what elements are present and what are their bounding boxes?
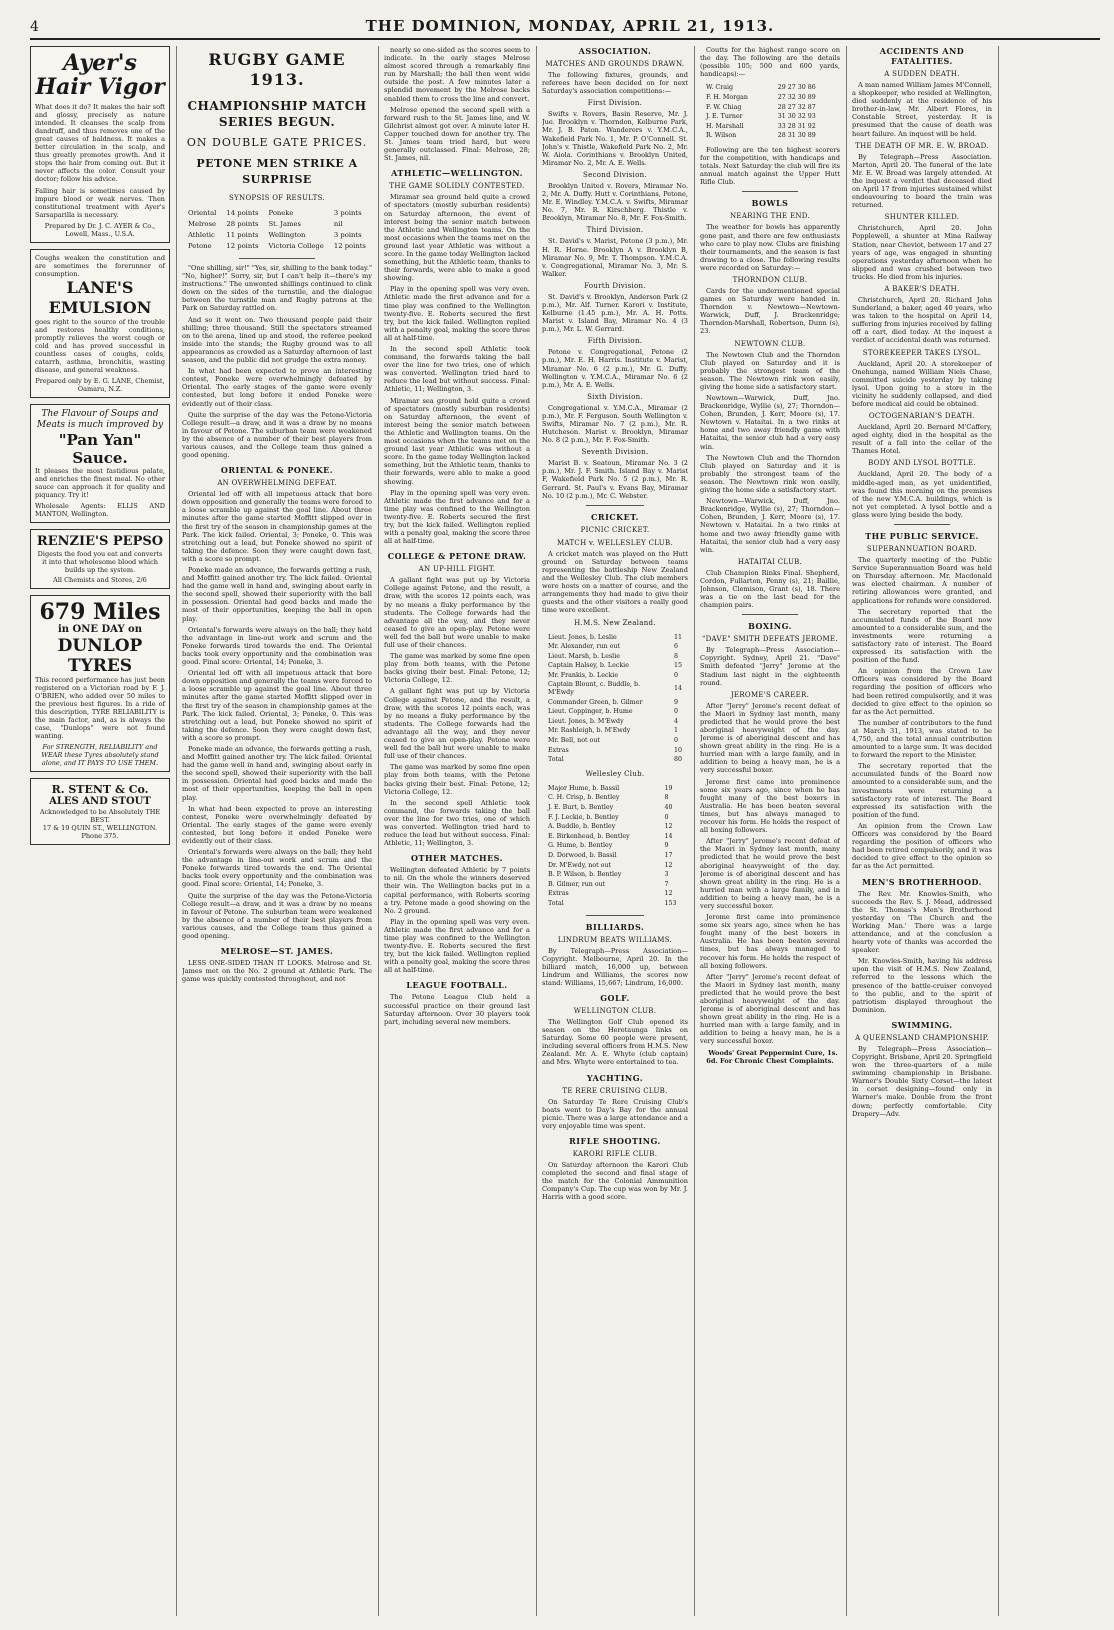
lane-title: LANE'S EMULSION: [48, 278, 152, 317]
ayer-body: What does it do? It makes the hair soft and glossy, precisely as nature intended. It cleanses the scalp from dandruff, and thus removes one of the great causes of baldness. It makes a better circulation in the scalp, and thus greatly promotes growth. And it stops the hair from coming out. But it never affects the color. Consult your doctor; follow his advice.: [35, 103, 165, 183]
column-association: [542, 46, 688, 1616]
section-heading: MELROSE—ST. JAMES.: [220, 946, 334, 957]
article-paragraph: Cards for the undermentioned special games on Saturday were handed in. Thorndon v. Newtown—Newtown-Warwick, Duff, J. Brackenridge; Thorndon-Marshall, Robertson, Dunn (s), 23.: [700, 286, 840, 336]
article-paragraph: The weather for bowls has apparently gone past, and there are few enthusiasts who care to play now. Clubs are finishing their tournaments, and the season is fast drawing to a close. The following results were recorded on Saturday:—: [700, 223, 840, 272]
section-heading: THE PUBLIC SERVICE.: [865, 531, 979, 542]
table-row: C. H. Crisp, b. Bentley 8: [548, 794, 669, 802]
table-row: B. Gilmer, run out 7: [548, 880, 669, 888]
scorecard-table: [542, 632, 688, 766]
table-row: Extras 12: [548, 890, 673, 898]
article-paragraph: Poneke made an advance, the forwards getting a rush, and Moffitt gained another try. The kick failed. Oriental had the game well in hand and, swinging about early in the second spell, showed their superiority with the ball in possession. Oriental had good backs and made the most of their opportunities, keeping the ball in open play.: [182, 566, 372, 623]
stent-tag: Acknowledged to be Absolutely THE BEST.: [39, 808, 161, 824]
section-subheading: SUPERANNUATION BOARD.: [866, 545, 978, 554]
section-heading: ACCIDENTS AND FATALITIES.: [879, 46, 965, 66]
table-row: Mr. Bell, not out 0: [548, 737, 678, 745]
section-heading: MEN'S BROTHERHOOD.: [862, 876, 982, 887]
column-rule: [176, 46, 177, 1616]
dunlop-body: This record performance has just been registered on a Victorian road by F. J. O'BRIEN, who added over 50 miles to the previous best figures. In a ride of this description, TYRE RELIABILITY is the main factor, and, as is always the case, "Dunlops" were not found wanting.: [35, 676, 165, 740]
article-paragraph: In the second spell Athletic took command, the forwards taking the ball over the line for two tries, one of which was converted. Wellington tried hard to reduce the lead but without success. Final: Athletic, 11; Wellington, 3.: [384, 345, 530, 394]
article-paragraph: The secretary reported that the accumulated funds of the Board now amounted to a considerable sum, and the investments were returning a satisfactory rate of interest. The Board expressed its satisfaction with the position of the fund.: [852, 607, 992, 665]
section-subheading: "DAVE" SMITH DEFEATS JEROME.: [702, 635, 838, 644]
table-row: Lieut. Coppinger, b. Hume 0: [548, 708, 678, 716]
section-heading: BOXING.: [748, 621, 792, 632]
stent-sub: ALES AND STOUT: [49, 796, 151, 807]
article-paragraph: Following are the ten highest scorers for the competition, with handicaps and totals. Next Saturday the club will fire its annual match against the Upper Hutt Rifle Club.: [700, 145, 840, 187]
article-paragraph: The game was marked by some fine open play from both teams, with the Petone backs giving their best. Final: Petone, 12; Victoria College, 12.: [384, 652, 530, 685]
division-heading: First Division.: [587, 99, 643, 108]
lane-intro: Coughs weaken the constitution and are sometimes the forerunner of consumption.: [35, 254, 165, 278]
ayer-title: Ayer's Hair Vigor: [35, 50, 165, 100]
column-rule: [378, 46, 379, 1616]
table-row: Commander Green, b. Gilmer 9: [548, 698, 678, 706]
table-row: J. E. Turner 31 30 32 93: [706, 113, 816, 121]
section-heading: OTHER MATCHES.: [411, 853, 503, 864]
column-rugby-cont: [384, 46, 530, 1616]
section-heading: BILLIARDS.: [585, 921, 645, 932]
section-subheading: SHUNTER KILLED.: [884, 213, 960, 222]
article-paragraph: After "Jerry" Jerome's recent defeat of the Maori in Sydney last month, many predicted that he would prove the best aboriginal heavyweight of the day. Jerome is of aboriginal descent and has shown great ability in the ring. He is a hurried man with a large family, and in addition to being a heavy man, he is a very successful boxer.: [700, 837, 840, 910]
table-row: R. Wilson 28 31 30 89: [706, 132, 816, 140]
article-paragraph: Melrose opened the second spell with a forward rush to the St. James line, and W. Gilchrist almost got over. A minute later H. Capper touched down for another try. The St. James team tried hard, but were generally outclassed. Final: Melrose, 28; St. James, nil.: [384, 105, 530, 163]
division-heading: Sixth Division.: [587, 392, 643, 401]
column-rule: [846, 46, 847, 1616]
section-subheading: AN OVERWHELMING DEFEAT.: [217, 479, 337, 488]
section-heading: COLLEGE & PETONE DRAW.: [387, 551, 527, 562]
column-rule: [694, 46, 695, 1616]
table-row: Captain Halsey, b. Leckie 15: [548, 662, 682, 670]
section-subheading: KARORI RIFLE CLUB.: [572, 1149, 658, 1158]
article-paragraph: Oriental's forwards were always on the ball; they held the advantage in line-out work and scrum and the Poneke forwards tired towards the end. The Oriental backs took every opportunity and the combination was good. Final score: Oriental, 14; Poneke, 3.: [182, 625, 372, 667]
table-row: A. Buddle, b. Bentley 12: [548, 823, 673, 831]
section-subheading: NEWTOWN CLUB.: [734, 339, 806, 348]
article-paragraph: Auckland, April 20. A storekeeper of Onehunga, named William Niels Chase, committed suicide yesterday by taking lysol. Upon going to a store in the vicinity he suddenly collapsed, and died before medical aid could be obtained.: [852, 359, 992, 408]
section-subheading: TE RERE CRUISING CLUB.: [562, 1086, 668, 1095]
section-heading: YACHTING.: [586, 1072, 644, 1083]
article-paragraph: Petone v. Congregational, Petone (2 p.m.), Mr. E. H. Harris. Institute v. Marist, Miramar No. 6 (2 p.m.), Mr. G. Duffy. Wellington v. Y.M.C.A., Miramar No. 6 (2 p.m.), Mr. A. E. Wells.: [542, 348, 688, 389]
panyan-ad: [30, 404, 170, 523]
section-subheading: STOREKEEPER TAKES LYSOL.: [862, 348, 982, 357]
column-rule: [536, 46, 537, 1616]
article-paragraph: By Telegraph—Press Association—Copyright. Brisbane, April 20. Springfield won the three-quarters of a mile swimming championship in Brisbane. Warner's Double Sixty Corset—the latest in corset designing—found only in Warner's make. Double from the front down; perfectly comfortable. City Drapery—Adv.: [852, 1044, 992, 1118]
article-paragraph: Christchurch, April 20. Richard John Sunderland, a baker, aged 40 years, who was taken to the hospital on April 14, suffering from injuries received by falling off a cart, died today. At the inquest a verdict of accidental death was returned.: [852, 295, 992, 345]
table-row: Captain Blount, c. Buddle, b. M'Ewdy 14: [548, 681, 682, 697]
dunlop-ad: [30, 595, 170, 772]
article-paragraph: An opinion from the Crown Law Officers was considered by the Board regarding the position of officers who had been retired compulsorily, and it was decided to give effect to the opinion so far as the Act permitted.: [852, 821, 992, 871]
column-rugby: [182, 46, 372, 1616]
column-ads-left: [30, 46, 170, 1616]
table-row: Mr. Rashleigh, b. M'Ewdy 1: [548, 727, 678, 735]
article-paragraph: Quite the surprise of the day was the Petone-Victoria College result—a draw, and it was a draw by no means in favour of Petone. The suburban team were weakened by the absence of a number of their best players from various causes, and the College team thus gained a good opening.: [182, 410, 372, 460]
article-paragraph: Mr. Knowles-Smith, having his address upon the visit of H.M.S. New Zealand, referred to the lessons which the presence of the battle-cruiser conveyed to the public, and to the spirit of patriotism displayed throughout the Dominion.: [852, 957, 992, 1014]
article-paragraph: Oriental's forwards were always on the ball; they held the advantage in line-out work and scrum and the Poneke forwards tired towards the end. The Oriental backs took every opportunity and the combination was good. Final score: Oriental, 14; Poneke, 3.: [182, 848, 372, 889]
rifle-scores-table: [700, 82, 840, 142]
article-paragraph: The quarterly meeting of the Public Service Superannuation Board was held on Thursday afternoon. Mr. Macdonald was elected chairman. A number of retiring allowances were granted, and applications for refunds were considered.: [852, 556, 992, 605]
section-subheading: WELLINGTON CLUB.: [573, 1007, 657, 1015]
table-row: Oriental 14 points Poneke 3 points: [188, 209, 362, 217]
article-paragraph: Newtown—Warwick, Duff, Jno. Brackenridge, Wyllie (s), 27; Thorndon—Cohen, Brunden, J. Kerr, Moore (s), 17. Newtown v. Hataitai. In a two rinks at home and two away friendly game with Hataitai, the senior club had a very easy win.: [700, 394, 840, 451]
article-paragraph: After "Jerry" Jerome's recent defeat of the Maori in Sydney last month, many predicted that he would prove the best aboriginal heavyweight of the day. Jerome is of aboriginal descent and has shown great ability in the ring. He is a hurried man with a large family, and in addition to being a heavy man, he is a very successful boxer.: [700, 972, 840, 1046]
article-paragraph: In what had been expected to prove an interesting contest, Poneke were overwhelmingly defeated by Oriental. The early stages of the game were evenly contested, but long before it ended Poneke were evidently out of their class.: [182, 804, 372, 845]
division-heading: Seventh Division.: [581, 448, 649, 457]
article-paragraph: Wellington defeated Athletic by 7 points to nil. On the whole the winners deserved their win. The Wellington backs put in a capital performance, with Roberts scoring a try. Petone made a good showing on the No. 2 ground.: [384, 866, 530, 915]
article-paragraph: "One shilling, sir!" "Yes, sir, shilling to the bank today." "No, higher!" Sorry, sir, but I can't help it—there's my instructions." The unwonted shillings continued to clink down on the sides of the turnstile, and the dialogue between the turnstile man and Rugby patrons at the Park on Saturday rattled on.: [182, 264, 372, 313]
article-paragraph: By Telegraph—Press Association. Marton, April 20. The funeral of the late Mr. E. W. Broad was largely attended. At the inquest a verdict that deceased died on April 17 from injuries sustained whilst endeavouring to board the train was returned.: [852, 152, 992, 210]
table-row: F. W. Chiag 28 27 32 87: [706, 103, 816, 111]
masthead: [30, 10, 1100, 40]
footer-ad-line: Woods' Great Peppermint Cure, 1s. 6d. For Chronic Chest Complaints.: [706, 1048, 838, 1065]
column-ads-right-overflow: [1004, 46, 1104, 1616]
article-paragraph: Club Champion Rinks Final. Shepherd, Cordon, Fullarton, Penny (s), 21; Baillie, Johnson, Clemison, Grant (s), 18. There was a tie on the last bead for the champion pairs.: [700, 568, 840, 610]
table-row: G. Hume, b. Bentley 9: [548, 842, 669, 850]
article-paragraph: In what had been expected to prove an interesting contest, Poneke were overwhelmingly defeated by Oriental. The early stages of the game were evenly contested, but long before it ended Poneke were evidently out of their class.: [182, 367, 372, 408]
article-paragraph: On Saturday Te Rere Cruising Club's boats went to Day's Bay for the annual picnic. There was a large attendance and a very enjoyable time was spent.: [542, 1097, 688, 1130]
table-row: F. J. Leckie, b. Bentley 0: [548, 813, 669, 821]
article-paragraph: Miramar sea ground held quite a crowd of spectators (mostly suburban residents) on Saturday afternoon, the event of interest being the senior match between the Athletic and Wellington teams. On the most occasions when the teams met on the ground last year Athletic was without a score. In the game today Wellington lacked something, but the Athletic team, thanks to their forwards, were able to make a good showing.: [384, 396, 530, 486]
section-subheading: A BAKER'S DEATH.: [884, 284, 960, 293]
table-row: W. Craig 29 27 30 86: [706, 84, 816, 92]
rugby-head-1: CHAMPIONSHIP MATCH SERIES BEGUN.: [187, 99, 367, 129]
section-heading: SWIMMING.: [891, 1019, 953, 1030]
table-row: J. E. Burt, b. Bentley 40: [548, 804, 673, 811]
division-heading: Fourth Division.: [584, 281, 646, 290]
ayer-ad: [30, 46, 170, 243]
article-paragraph: The Petone League Club held a successful practice on their ground last Saturday afternoon. Over 30 players took part, including several new members.: [384, 993, 530, 1026]
ayer-note: Falling hair is sometimes caused by impure blood or weak nerves. Then constitutional treatment with Ayer's Sarsaparilla is necessary.: [35, 187, 165, 219]
article-paragraph: Poneke made an advance, the forwards getting a rush, and Moffitt gained another try. The kick failed. Oriental had the game well in hand and, swinging about early in the second spell, showed their superiority with the ball in possession. Oriental had good backs and made the most of their opportunities, keeping the ball in open play.: [182, 744, 372, 802]
article-paragraph: By Telegraph—Press Association—Copyright. Sydney, April 21. "Dave" Smith defeated "Jerry" Jerome at the Stadium last night in the eighteenth round.: [700, 646, 840, 687]
section-subheading: AN UP-HILL FIGHT.: [418, 565, 496, 574]
section-subheading: MATCH v. WELLESLEY CLUB.: [557, 538, 673, 547]
table-row: Major Hume, b. Bassil 19: [548, 784, 673, 792]
dunlop-title: DUNLOP TYRES: [57, 636, 143, 676]
article-paragraph: Play in the opening spell was very even. Athletic made the first advance and for a time play was confined to the Wellington twenty-five. E. Roberts secured the first try, but the kick failed. Wellington replied with a penalty goal, making the score three all at half-time.: [384, 917, 530, 975]
table-row: Lieut. Marsh, b. Leslie 8: [548, 652, 678, 660]
article-paragraph: Swifts v. Rovers, Basin Reserve, Mr. J. Jue. Brooklyn v. Thorndon, Kelburne Park, Mr. J. B. Paton. Wanderers v. Y.M.C.A., Wakefield Park No. 1, Mr. P. O'Connell. St. John's v. Thistle, Wakefield Park No. 2, Mr. W. Aiola. Corinthians v. Brooklyn United, Miramar No. 2, Mr. A. E. Wells.: [542, 110, 688, 167]
lane-ad: [30, 249, 170, 398]
table-row: E. Birkenhead, b. Bentley 14: [548, 832, 673, 840]
section-subheading: A SUDDEN DEATH.: [884, 70, 960, 78]
section-heading: ASSOCIATION.: [578, 46, 652, 56]
article-paragraph: Miramar sea ground held quite a crowd of spectators (mostly suburban residents) on Saturday afternoon, the event of interest being the senior match between the Athletic and Wellington teams. On the most occasions when the teams met on the ground last year Athletic was without a score. In the game today Wellington lacked something, but the Athletic team, thanks to their forwards, were able to make a good showing.: [384, 193, 530, 283]
panyan-title: "Pan Yan" Sauce.: [58, 431, 142, 467]
section-subheading: NEARING THE END.: [730, 212, 810, 221]
article-paragraph: Auckland, April 20. The body of a middle-aged man, as yet unidentified, was found this morning on the premises of the new Y.M.C.A. buildings, which is not yet completed. A lysol bottle and a glass were lying beside the body.: [852, 470, 992, 519]
section-subheading: PICNIC CRICKET.: [580, 525, 650, 534]
section-subheading: A QUEENSLAND CHAMPIONSHIP.: [855, 1033, 989, 1042]
article-paragraph: Oriental led off with all impetuous attack that bore down opposition and generally the teams were forced to a loose scramble up against the goal line. About three minutes after the game started Moffitt slipped over in the first try of the season in championship games at the Park. The kick failed. Oriental, 3; Poneke, 0. This was stretching out a lead, but Poneke showed no spirit of taking the defence. Soon they were caught down fast, with a score so prompt.: [182, 669, 372, 742]
article-paragraph: After "Jerry" Jerome's recent defeat of the Maori in Sydney last month, many predicted that he would prove the best aboriginal heavyweight of the day. Jerome is of aboriginal descent and has shown great ability in the ring. He is a hurried man with a large family, and in addition to being a heavy man, he is a very successful boxer.: [700, 701, 840, 775]
renzie-foot: All Chemists and Stores, 2/6: [53, 576, 147, 584]
rugby-title: RUGBY GAME 1913.: [208, 50, 346, 89]
section-heading: GOLF.: [600, 993, 630, 1003]
table-row: Total 80: [548, 756, 682, 764]
article-paragraph: An opinion from the Crown Law Officers was considered by the Board regarding the position of officers who had been retired compulsorily, and it was decided to give effect to the opinion so far as the Act permitted.: [852, 667, 992, 716]
article-paragraph: Newtown—Warwick, Duff, Jno. Brackenridge, Wyllie (s), 27; Thorndon—Cohen, Brunden, J. Kerr, Moore (s), 17. Newtown v. Hataitai. In a two rinks at home and two away friendly game with Hataitai, the senior club had a very easy win.: [700, 497, 840, 554]
dunlop-miles: 679 Miles: [39, 599, 161, 625]
section-heading: LEAGUE FOOTBALL.: [406, 980, 508, 991]
article-paragraph: Coutts for the highest range score on the day. The following are the details (possible 105; 500 and 600 yards, handicaps):—: [700, 46, 840, 79]
section-subheading: OCTOGENARIAN'S DEATH.: [868, 412, 976, 421]
article-paragraph: Play in the opening spell was very even. Athletic made the first advance and for a time play was confined to the Wellington twenty-five. E. Roberts secured the first try, but the kick failed. Wellington replied with a penalty goal, making the score three all at half-time.: [384, 488, 530, 546]
section-heading: ORIENTAL & PONEKE.: [220, 465, 334, 476]
article-paragraph: Play in the opening spell was very even. Athletic made the first advance and for a time play was confined to the Wellington twenty-five. E. Roberts secured the first try, but the kick failed. Wellington replied with a penalty goal, making the score three all at half-time.: [384, 285, 530, 342]
article-paragraph: Auckland, April 20. Bernard M'Caffery, aged eighty, died in the hospital as the result of a fall into the cellar of the Thames Hotel.: [852, 423, 992, 456]
section-subheading: HATAITAI CLUB.: [737, 557, 803, 566]
article-paragraph: nearly so one-sided as the scores seem to indicate. In the early stages Melrose almost scored through a remarkably fine run by Marshall; the ball then went wide outside the post. A few minutes later a splendid movement by the Melrose backs enabled them to cross the line and convert.: [384, 46, 530, 103]
article-paragraph: The game was marked by some fine open play from both teams, with the Petone backs giving their best. Final: Petone, 12; Victoria College, 12.: [384, 763, 530, 796]
column-rule: [998, 46, 999, 1616]
scorecard-table: [542, 783, 688, 910]
table-row: Dr. M'Ewdy, not out 12: [548, 861, 673, 869]
table-row: B. P. Wilson, b. Bentley 3: [548, 871, 669, 879]
section-subheading: LINDRUM BEATS WILLIAMS.: [557, 935, 673, 944]
table-row: F. H. Morgan 27 32 30 89: [706, 93, 816, 101]
table-row: D. Dorwood, b. Bassil 17: [548, 851, 673, 859]
table-row: Lieut. Jones, b. Leslie 11: [548, 633, 682, 641]
table-row: Lieut. Jones, b. M'Ewdy 4: [548, 717, 678, 725]
lane-maker: Prepared only by E. G. LANE, Chemist, Oamaru, N.Z.: [35, 377, 165, 393]
article-paragraph: The following fixtures, grounds, and referees have been decided on for next Saturday's association competitions:—: [542, 71, 688, 96]
article-paragraph: In the second spell Athletic took command, the forwards taking the ball over the line for two tries, one of which was converted. Wellington tried hard to reduce the lead but without success. Final: Athletic, 11; Wellington, 3.: [384, 798, 530, 848]
article-paragraph: Brooklyn United v. Rovers, Miramar No. 2, Mr. A. Duffy. Hutt v. Corinthians, Petone, Mr. E. Windley. Y.M.C.A. v. Swifts, Miramar No. 7, Mr. R. Kirschberg. Thistle v. Brooklyn, Miramar No. 8, Mr. F. Fox-Smith.: [542, 181, 688, 223]
article-paragraph: Oriental led off with all impetuous attack that bore down opposition and generally the teams were forced to a loose scramble up against the goal line. About three minutes after the game started Moffitt slipped over in the first try of the season in championship games at the Park. The kick failed. Oriental, 3; Poneke, 0. This was stretching out a lead, but Poneke showed no spirit of taking the defence. Soon they were caught down fast, with a score so prompt.: [182, 490, 372, 563]
table-row: Athletic 11 points Wellington 3 points: [188, 231, 362, 239]
renzie-ad: [30, 529, 170, 589]
panyan-agents: Wholesale Agents: ELLIS AND MANTON, Wellington.: [35, 502, 165, 518]
renzie-body: Digests the food you eat and converts it into that wholesome blood which builds up the system.: [37, 550, 163, 574]
article-paragraph: Christchurch, April 20. John Popplewell, a shunter at Mina Railway Station, near Cheviot, between 17 and 27 years of age, was engaged in shunting operations yesterday afternoon when he slipped and was crushed between two trucks. He died from his injuries.: [852, 224, 992, 281]
table-row: Melrose 28 points St. James nil: [188, 220, 343, 228]
section-heading: CRICKET.: [591, 511, 639, 522]
article-paragraph: The number of contributors to the fund at March 31, 1913, was stated to be 4,750, and the total annual contribution amounted to a large sum. It was decided to forward the report to the Minister.: [852, 718, 992, 760]
column-accidents: [852, 46, 992, 1616]
section-subheading: THE DEATH OF MR. E. W. BROAD.: [855, 141, 989, 150]
scorecard-heading: Wellesley Club.: [585, 769, 645, 778]
article-paragraph: St. David's v. Brooklyn, Anderson Park (2 p.m.), Mr. Alf. Turner. Karori v. Institute, Kelburne (1.45 p.m.), Mr. A. H. Potts. Marist v. Island Bay, Miramar No. 4 (3 p.m.), Mr. L. W. Gerrard.: [542, 292, 688, 334]
article-paragraph: And so it went on. Two thousand people paid their shilling; three thousand. Still the spectators streamed on to the arena, lined up and stood, the referee peeked inside into the stands; the Rugby ground was to all appearances as crowded as a Saturday afternoon of last season, and the public did not grudge the extra money.: [182, 315, 372, 365]
lane-body: goes right to the source of the trouble and restores healthy conditions, promptly relieves the worst cough or cold and has proved successful in countless cases of coughs, colds, catarrh, asthma, bronchitis, wasting disease, and general weakness.: [35, 318, 165, 374]
rugby-head-3: PETONE MEN STRIKE A SURPRISE: [196, 157, 358, 186]
stent-ad: [30, 778, 170, 845]
masthead-title: THE DOMINION, MONDAY, APRIL 21, 1913.: [365, 17, 775, 35]
article-paragraph: Quite the surprise of the day was the Petone-Victoria College result—a draw, and it was a draw by no means in favour of Petone. The suburban team were weakened by the absence of a number of their best players from various causes, and the College team thus gained a good opening.: [182, 891, 372, 941]
page-number: 4: [30, 19, 40, 35]
article-paragraph: Jerome first came into prominence some six years ago, since when he has fought many of the best boxers in Australia. He has been beaten several times, but has always managed to recover his form. He holds the respect of all boxing followers.: [700, 777, 840, 835]
rugby-head-2: ON DOUBLE GATE PRICES.: [186, 136, 368, 149]
scorecard-heading: H.M.S. New Zealand.: [574, 618, 656, 627]
section-subheading: JEROME'S CAREER.: [730, 690, 810, 699]
article-paragraph: St. David's v. Marist, Petone (3 p.m.), Mr. H. R. Horne. Brooklyn A v. Brooklyn B, Miramar No. 9, Mr. T. Thompson. Y.M.C.A. v. Congregational, Miramar No. 3, Mr. S. Walker.: [542, 237, 688, 278]
section-subheading: THE GAME SOLIDLY CONTESTED.: [389, 182, 525, 191]
article-paragraph: The Wellington Golf Club opened its season on the Heretaunga links on Saturday. Some 60 people were present, including several officers from H.M.S. New Zealand. Mr. A. E. Whyte (club captain) and Mrs. Whyte were entertained to tea.: [542, 1018, 688, 1067]
renzie-title: RENZIE'S PEPSO: [36, 534, 164, 549]
results-table: [182, 207, 372, 253]
dunlop-day: in ONE DAY on: [58, 624, 142, 635]
table-row: Total 153: [548, 899, 677, 907]
table-row: Mr. Frankis, b. Leckie 0: [548, 671, 678, 679]
table-row: Extras 10: [548, 746, 682, 754]
section-heading: RIFLE SHOOTING.: [569, 1135, 661, 1146]
table-row: H. Marshall 33 28 31 92: [706, 122, 816, 130]
article-paragraph: A man named William James M'Connell, a shopkeeper, who resided at Wellington, died suddenly at the residence of his brother-in-law, Mr. Albert Flores, in Constable Street, yesterday. It is presumed that the cause of death was heart failure. An inquest will be held.: [852, 81, 992, 138]
ayer-maker: Prepared by Dr. J. C. AYER & Co., Lowell, Mass., U.S.A.: [44, 222, 156, 238]
dunlop-foot: For STRENGTH, RELIABILITY and WEAR these Tyres absolutely stand alone, and IT PAYS TO USE THEM.: [41, 743, 159, 767]
synopsis-head: SYNOPSIS OF RESULTS.: [229, 194, 325, 202]
panyan-head: The Flavour of Soups and Meats is much improved by: [36, 409, 164, 430]
division-heading: Third Division.: [586, 226, 644, 235]
division-heading: Second Division.: [583, 170, 647, 179]
column-bowls: [700, 46, 840, 1616]
article-paragraph: On Saturday afternoon the Karori Club completed the second and final stage of the match for the Colonial Ammunition Company's Cup. The cup was won by Mr. J. Harris with a good score.: [542, 1160, 688, 1202]
article-paragraph: The secretary reported that the accumulated funds of the Board now amounted to a considerable sum, and the investments were returning a satisfactory rate of interest. The Board expressed its satisfaction with the position of the fund.: [852, 762, 992, 819]
article-paragraph: Marist B. v. Seatoun, Miramar No. 3 (2 p.m.), Mr. J. F. Smith. Island Bay v. Marist F, Wakefield Park No. 5 (2 p.m.), Mr. R. Gerrard. St. Paul's v. Evans Bay, Miramar No. 10 (2 p.m.), Mr. C. Webster.: [542, 459, 688, 500]
article-paragraph: The Newtown Club and the Thorndon Club played on Saturday and it is probably the strongest team of the season. The Newtown rink won easily, giving the home side a satisfactory start.: [700, 453, 840, 495]
article-paragraph: A gallant fight was put up by Victoria College against Petone, and the result, a draw, with the scores 12 points each, was by no means a fluky performance by the students. The College forwards had the advantage all the way, and they never ceased to give an open-play. Petone were well fed the ball but were unable to make full use of their chances.: [384, 687, 530, 761]
article-paragraph: The Rev. Mr. Knowles-Smith, who succeeds the Rev. S. J. Mead, addressed the St. Thomas's Men's Brotherhood yesterday on 'The Church and the Working Man.' There was a large attendance, and at the conclusion a hearty vote of thanks was accorded the speaker.: [852, 889, 992, 955]
table-row: Mr. Alexander, run out 6: [548, 643, 678, 651]
article-paragraph: LESS ONE-SIDED THAN IT LOOKS. Melrose and St. James met on the No. 2 ground at Athletic Park. The game was quickly contested throughout, and not: [182, 959, 372, 984]
table-row: Petone 12 points Victoria College 12 points: [188, 242, 366, 250]
stent-addr: 17 & 19 QUIN ST., WELLINGTON. Phone 375.: [42, 824, 158, 840]
section-subheading: MATCHES AND GROUNDS DRAWN.: [545, 60, 685, 68]
article-paragraph: By Telegraph—Press Association—Copyright. Melbourne, April 20. In the billiard match, 16,000 up, between Lindrum and Williams, the scores now stand: Williams, 15,667; Lindrum, 16,000.: [542, 946, 688, 987]
panyan-body: It pleases the most fastidious palate, and enriches the finest meal. No other sauce can approach it for quality and piquancy. Try it!: [35, 467, 165, 499]
section-heading: ATHLETIC—WELLINGTON.: [391, 168, 523, 179]
section-subheading: BODY AND LYSOL BOTTLE.: [868, 459, 976, 468]
division-heading: Fifth Division.: [587, 337, 643, 346]
article-paragraph: A gallant fight was put up by Victoria College against Petone, and the result, a draw, with the scores 12 points each, was by no means a fluky performance by the students. The College forwards had the advantage all the way, and they never ceased to give an open-play. Petone were well fed the ball but were unable to make full use of their chances.: [384, 576, 530, 649]
article-paragraph: A cricket match was played on the Hutt ground on Saturday between teams representing the battleship New Zealand and the Wellesley Club. The club members were hosts on a matter of course, and the arrangements they had made to give their guests and the other visitors a really good time were excellent.: [542, 549, 688, 615]
article-paragraph: Jerome first came into prominence some six years ago, since when he has fought many of the best boxers in Australia. He has been beaten several times, but has always managed to recover his form. He holds the respect of all boxing followers.: [700, 913, 840, 970]
section-subheading: THORNDON CLUB.: [732, 275, 808, 284]
article-paragraph: The Newtown Club and the Thorndon Club played on Saturday and it is probably the strongest team of the season. The Newtown rink won easily, giving the home side a satisfactory start.: [700, 350, 840, 391]
article-paragraph: Congregational v. Y.M.C.A., Miramar (2 p.m.), Mr. F. Ferguson. South Wellington v. Swifts, Miramar No. 7 (2 p.m.), Mr. R. Hutcheson. Marist v. Brooklyn, Miramar No. 8 (2 p.m.), Mr. F. Fox-Smith.: [542, 403, 688, 445]
stent-title: R. STENT & Co.: [51, 783, 149, 796]
section-heading: BOWLS: [751, 198, 789, 209]
